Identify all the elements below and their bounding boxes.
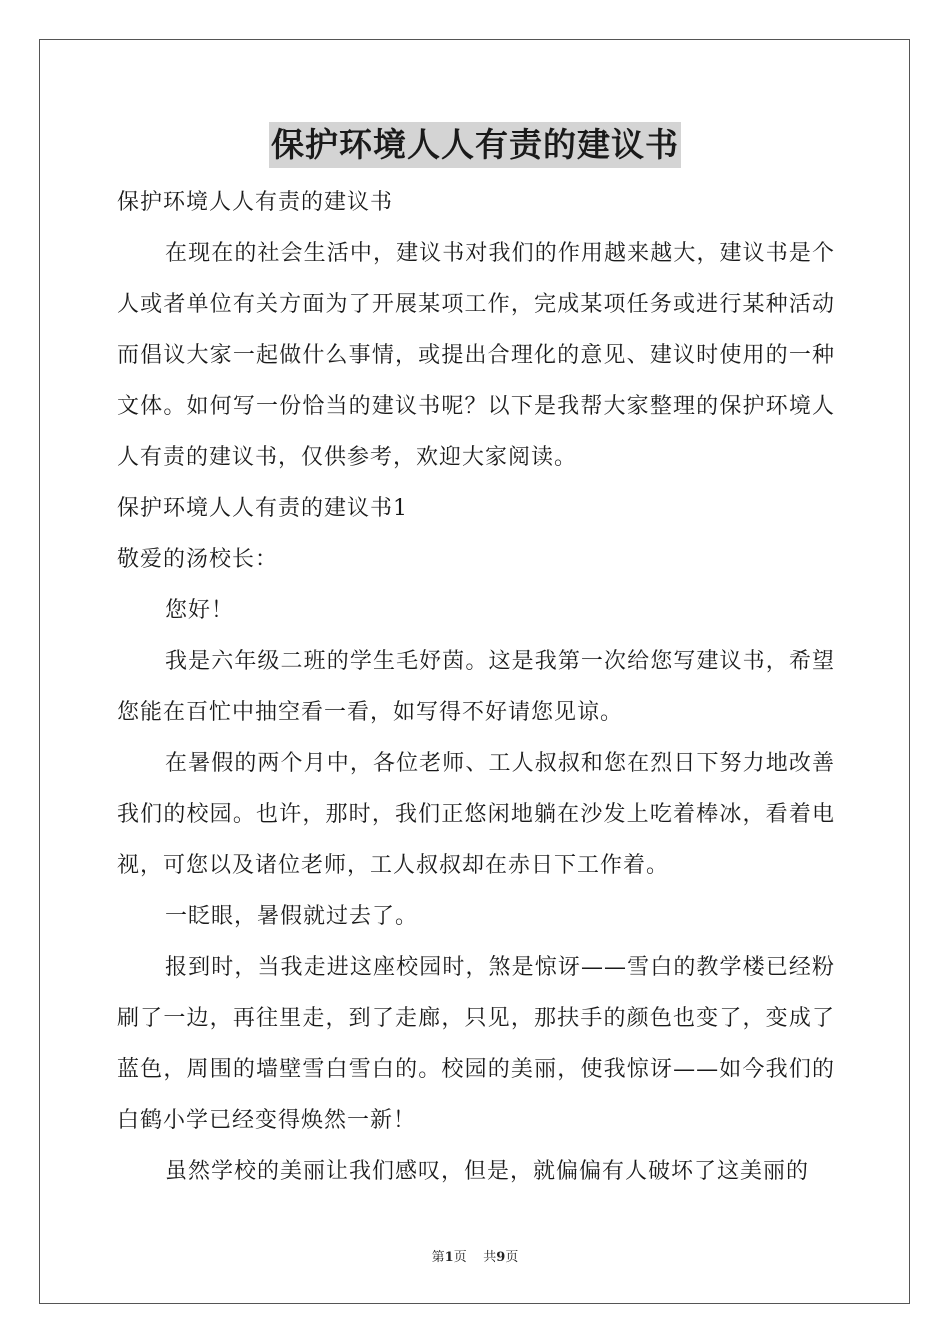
page-footer (0, 1246, 950, 1265)
page-prefix: 第 (431, 1250, 445, 1265)
body-paragraph: 在暑假的两个月中，各位老师、工人叔叔和您在烈日下努力地改善我们的校园。也许，那时，我们正悠闲地躺在沙发上吃着棒冰，看着电视，可您以及诸位老师，工人叔叔却在赤日下工作着。 (117, 751, 835, 878)
body-paragraph: 报到时，当我走进这座校园时，煞是惊讶——雪白的教学楼已经粉刷了一边，再往里走，到了走廊，只见，那扶手的颜色也变了，变成了蓝色，周围的墙壁雪白雪白的。校园的美丽，使我惊讶——如今我们的白鹤小学已经变得焕然一新！ (117, 955, 835, 1133)
document-title: 保护环境人人有责的建议书 (269, 122, 681, 168)
total-pages: 9 (496, 1250, 506, 1265)
subtitle-line: 保护环境人人有责的建议书 (117, 190, 394, 215)
intro-paragraph: 在现在的社会生活中，建议书对我们的作用越来越大，建议书是个人或者单位有关方面为了开展某项工作，完成某项任务或进行某种活动而倡议大家一起做什么事情，或提出合理化的意见、建议时使用的一种文体。如何写一份恰当的建议书呢？以下是我帮大家整理的保护环境人人有责的建议书，仅供参考，欢迎大家阅读。 (117, 241, 835, 470)
page-number: 1 (444, 1250, 454, 1265)
section-heading: 保护环境人人有责的建议书1 (117, 496, 408, 521)
body-paragraph: 一眨眼，暑假就过去了。 (165, 904, 419, 929)
total-prefix: 共 (483, 1250, 497, 1265)
document-body (117, 177, 835, 1197)
total-suffix: 页 (505, 1250, 519, 1265)
greeting: 您好！ (165, 598, 235, 623)
body-paragraph: 虽然学校的美丽让我们感叹，但是，就偏偏有人破坏了这美丽的 (165, 1159, 810, 1184)
salutation: 敬爱的汤校长： (117, 547, 279, 572)
body-paragraph: 我是六年级二班的学生毛妤茵。这是我第一次给您写建议书，希望您能在百忙中抽空看一看，如写得不好请您见谅。 (117, 649, 835, 725)
page-suffix: 页 (453, 1250, 467, 1265)
document-title-wrapper (0, 122, 950, 168)
